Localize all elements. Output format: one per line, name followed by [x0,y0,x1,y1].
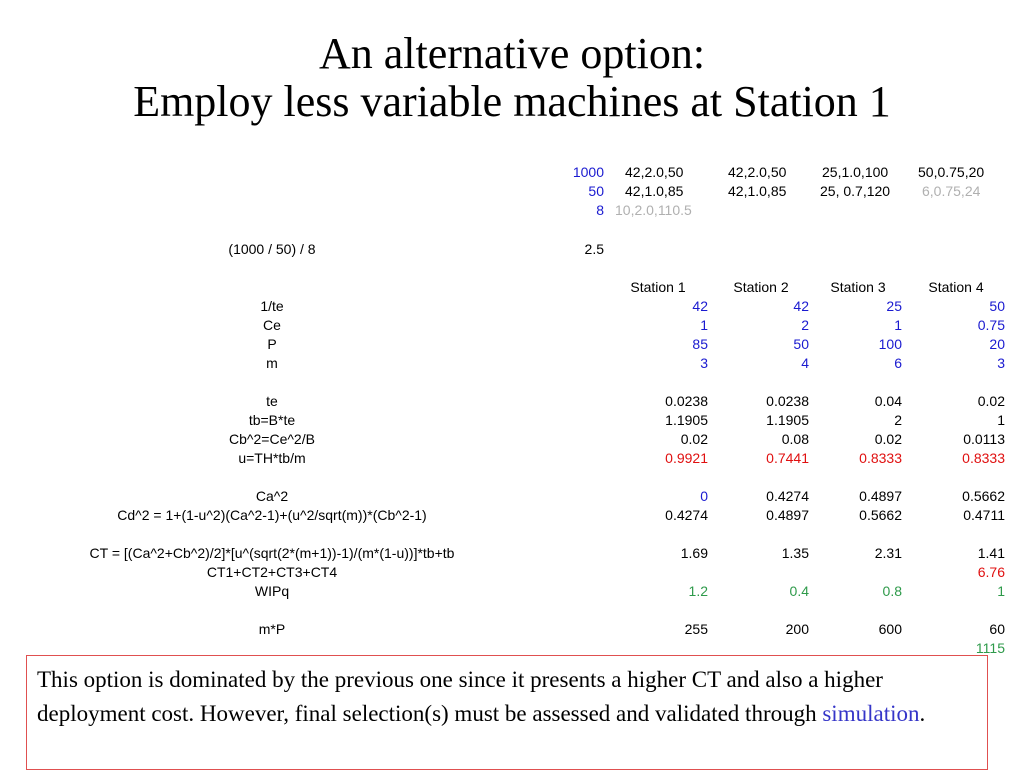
cell-cd2: 0.4711 [963,507,1005,523]
cell-wipq: 0.8 [882,583,902,599]
conclusion-note-box [26,655,988,770]
station-header: Station 4 [928,279,984,295]
cell-p: 85 [692,336,708,352]
cell-te: 0.02 [977,393,1005,409]
cell-m: 3 [700,355,708,371]
calc-label: (1000 / 50) / 8 [228,241,316,257]
cell-cb2: 0.0113 [963,431,1005,447]
top-row1-cell: 25,1.0,100 [822,164,889,180]
cell-mp: 60 [989,621,1005,637]
cell-1-te: 42 [692,298,708,314]
cell-ct: 1.41 [977,545,1005,561]
cell-m: 4 [801,355,809,371]
top-row1-cell: 42,2.0,50 [728,164,787,180]
cell-ca2: 0.4897 [859,488,902,504]
row-label-m: m [266,355,278,371]
cell-ct: 1.69 [680,545,708,561]
top-row2-cell: 25, 0.7,120 [820,183,891,199]
cell-ce: 0.75 [977,317,1005,333]
row-label-u: u=TH*tb/m [238,450,306,466]
cell-u: 0.7441 [766,450,809,466]
cell-tb: 1.1905 [766,412,809,428]
simulation-link[interactable]: simulation [822,701,920,726]
cell-ce: 1 [700,317,708,333]
row-label-ce: Ce [263,317,281,333]
conclusion-note-end: . [919,701,926,726]
cell-ct: 1.35 [781,545,809,561]
row-label-wipq: WIPq [254,583,290,599]
top-row1-cell: 42,2.0,50 [625,164,684,180]
cell-tb: 1.1905 [665,412,708,428]
cell-cd2: 0.5662 [859,507,902,523]
cell-wipq: 1 [997,583,1005,599]
top-row3-first: 8 [596,202,604,218]
cell-p: 100 [878,336,902,352]
cell-tb: 1 [997,412,1005,428]
cell-wipq: 0.4 [789,583,809,599]
top-row2-cell: 42,1.0,85 [728,183,787,199]
cell-ce: 1 [894,317,902,333]
cell-cb2: 0.02 [680,431,708,447]
conclusion-note-text: This option is dominated by the previous one since it presents a higher CT and also a higher deployment cost. However, final selection(s) must be assessed and validated through [37,667,883,726]
cell-wipq: 1.2 [688,583,708,599]
row-label-1-te: 1/te [260,298,284,314]
cell-mp-total: 1115 [975,640,1005,656]
row-label-cb2: Cb^2=Ce^2/B [229,431,315,447]
row-label-tb: tb=B*te [248,412,296,428]
cell-mp: 255 [684,621,708,637]
cell-m: 6 [894,355,902,371]
cell-ca2: 0.4274 [766,488,809,504]
station-header: Station 2 [733,279,789,295]
cell-cd2: 0.4274 [665,507,708,523]
row-label-ca2: Ca^2 [255,488,289,504]
top-row2-cell: 42,1.0,85 [625,183,684,199]
station-header: Station 3 [830,279,886,295]
cell-p: 50 [793,336,809,352]
cell-u: 0.9921 [665,450,708,466]
cell-1-te: 50 [989,298,1005,314]
cell-ct: 2.31 [874,545,902,561]
cell-te: 0.04 [874,393,902,409]
calc-value: 2.5 [584,241,604,257]
cell-1-te: 25 [886,298,902,314]
cell-cb2: 0.02 [874,431,902,447]
cell-te: 0.0238 [665,393,708,409]
cell-1-te: 42 [793,298,809,314]
station-header: Station 1 [630,279,686,295]
cell-m: 3 [997,355,1005,371]
cell-ca2: 0 [700,488,708,504]
row-label-p: P [267,336,277,352]
cell-tb: 2 [894,412,902,428]
row-label-ct: CT = [(Ca^2+Cb^2)/2]*[u^(sqrt(2*(m+1))-1)/(m*(1-u))]*tb+tb [89,545,455,561]
cell-ce: 2 [801,317,809,333]
row-label-te: te [266,393,278,409]
row-label-mp: m*P [258,621,286,637]
cell-cb2: 0.08 [781,431,809,447]
row-label-cd2: Cd^2 = 1+(1-u^2)(Ca^2-1)+(u^2/sqrt(m))*(Cb^2-1) [117,507,427,523]
cell-u: 0.8333 [859,450,902,466]
slide-title-line2: Employ less variable machines at Station 1 [133,77,891,126]
row-label-ct-sum: CT1+CT2+CT3+CT4 [206,564,338,580]
cell-cd2: 0.4897 [766,507,809,523]
top-row3-cell-faded: 10,2.0,110.5 [615,202,692,218]
cell-te: 0.0238 [766,393,809,409]
cell-ca2: 0.5662 [962,488,1005,504]
slide-title-line1: An alternative option: [318,29,706,78]
top-row1-cell: 50,0.75,20 [918,164,985,180]
top-row1-first: 1000 [572,164,604,180]
cell-p: 20 [989,336,1005,352]
top-row2-first: 50 [588,183,604,199]
cell-mp: 200 [785,621,809,637]
cell-ct-sum: 6.76 [977,564,1005,580]
cell-mp: 600 [878,621,902,637]
top-row2-cell-faded: 6,0.75,24 [922,183,981,199]
cell-u: 0.8333 [962,450,1005,466]
